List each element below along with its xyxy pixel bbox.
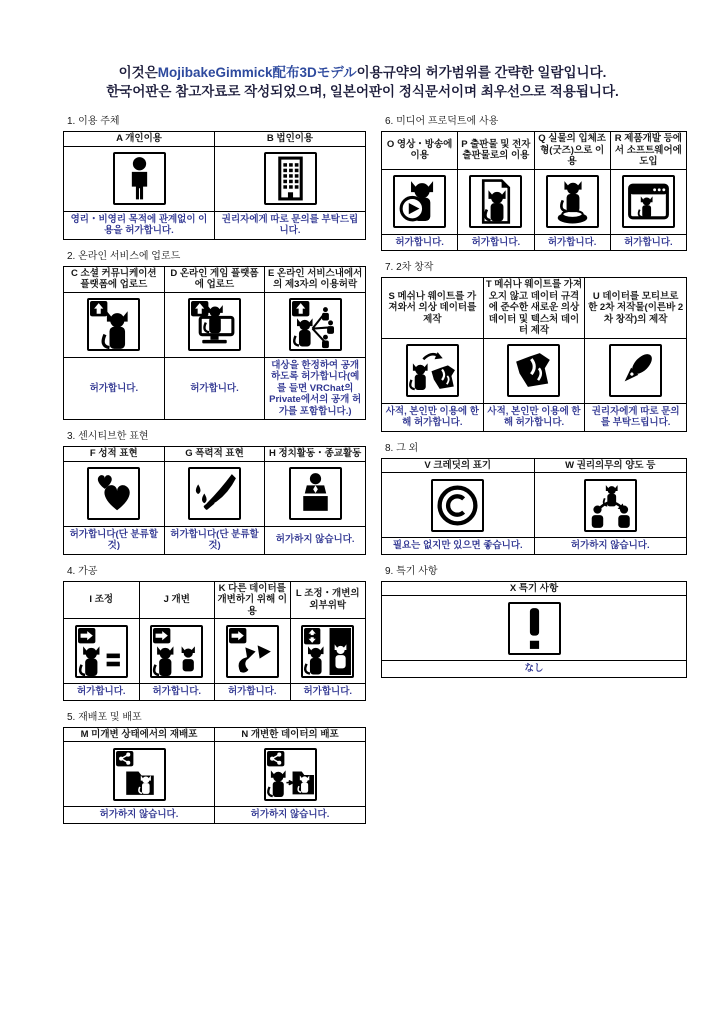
- column-header: K 다른 데이터를 개변하기 위해 이용: [215, 581, 291, 619]
- result-cell: 필요는 없지만 있으면 좋습니다.: [382, 538, 535, 555]
- permission-table: [63, 727, 366, 824]
- building-icon: [264, 152, 317, 205]
- result-cell: 허가하지 않습니다.: [265, 526, 366, 554]
- column-header: N 개변한 데이터의 배포: [215, 727, 366, 742]
- section-7: [381, 262, 687, 432]
- column-header: H 정치활동・종교활동: [265, 447, 366, 462]
- hearts-icon: [87, 467, 140, 520]
- section-8: [381, 443, 687, 555]
- column-header: F 성적 표현: [64, 447, 165, 462]
- title-line-2: 한국어판은 참고자료로 작성되었으며, 일본어판이 정식문서이며 최우선으로 적용됩니다.: [106, 84, 619, 99]
- icon-cell: [458, 169, 534, 234]
- icon-cell: [265, 461, 366, 526]
- column-header: S 메쉬나 웨이트를 가져와서 의상 데이터를 제작: [382, 278, 484, 339]
- copyright-icon: [431, 479, 484, 532]
- column-header: I 조정: [64, 581, 140, 619]
- figurine-icon: [546, 175, 599, 228]
- icon-cell: [382, 169, 458, 234]
- column-header: P 출판물 및 전자출판물로의 이용: [458, 132, 534, 170]
- result-cell: 사적, 본인만 이용에 한해 허가합니다.: [382, 403, 484, 431]
- redistribute-icon: [113, 748, 166, 801]
- person-icon: [113, 152, 166, 205]
- permission-table: [63, 131, 366, 240]
- column-header: C 소셜 커뮤니케이션 플랫폼에 업로드: [64, 266, 165, 292]
- costume-new-icon: [507, 344, 560, 397]
- result-cell: 영리・비영리 목적에 관계없이 이용을 허가합니다.: [64, 211, 215, 239]
- section-label: 9. 특기 사항: [385, 565, 438, 577]
- section-label: 3. 센시티브한 표현: [67, 431, 149, 442]
- title-prefix: 이것은: [118, 65, 158, 80]
- title-brand: MojibakeGimmick配布3Dモデル: [157, 65, 357, 80]
- result-cell: 허가합니다(단 분류할 것): [164, 526, 265, 554]
- icon-cell: [64, 461, 165, 526]
- icon-cell: [534, 473, 687, 538]
- column-header: T 메쉬나 웨이트를 가져오지 않고 데이터 규격에 준수한 새로운 의상 데이터 및 텍스처 데이터 제작: [483, 278, 585, 339]
- document-title: [0, 63, 725, 101]
- icon-cell: [139, 619, 215, 684]
- section-6: [381, 116, 687, 251]
- icon-cell: [215, 619, 291, 684]
- permission-table: [381, 277, 687, 432]
- result-cell: 허가합니다.: [382, 234, 458, 251]
- upload-game-icon: [188, 298, 241, 351]
- knife-icon: [188, 467, 241, 520]
- result-cell: 허가합니다.: [164, 357, 265, 420]
- result-cell: 허가하지 않습니다.: [534, 538, 687, 555]
- result-cell: 허가하지 않습니다.: [64, 807, 215, 824]
- modify-icon: [150, 625, 203, 678]
- result-cell: 허가합니다.: [139, 684, 215, 701]
- icon-cell: [483, 338, 585, 403]
- column-header: W 권리의무의 양도 등: [534, 458, 687, 473]
- icon-cell: [215, 742, 366, 807]
- video-icon: [393, 175, 446, 228]
- icon-cell: [610, 169, 686, 234]
- podium-icon: [289, 467, 342, 520]
- column-header: J 개변: [139, 581, 215, 619]
- exclamation-icon: [508, 602, 561, 655]
- permission-table: [63, 446, 366, 555]
- title-line-1: [0, 63, 725, 82]
- result-cell: 사적, 본인만 이용에 한해 허가합니다.: [483, 403, 585, 431]
- permission-table: [63, 266, 366, 421]
- column-header: R 제품개발 등에서 소프트웨어에 도입: [610, 132, 686, 170]
- column-header: O 영상・방송에 이용: [382, 132, 458, 170]
- icon-cell: [265, 292, 366, 357]
- section-label: 6. 미디어 프로덕트에 사용: [385, 116, 499, 127]
- icon-cell: [164, 292, 265, 357]
- section-label: 8. 그 외: [385, 442, 419, 454]
- icon-cell: [215, 146, 366, 211]
- distribute-modified-icon: [264, 748, 317, 801]
- result-cell: 허가하지 않습니다.: [215, 807, 366, 824]
- section-label: 7. 2차 창작: [385, 262, 434, 273]
- column-header: E 온라인 서비스내에서의 제3자의 이용허락: [265, 266, 366, 292]
- result-cell: 허가합니다.: [215, 684, 291, 701]
- permission-table: [381, 458, 687, 555]
- section-9: [381, 566, 687, 678]
- right-column: [381, 116, 687, 689]
- column-header: A 개인이용: [64, 132, 215, 147]
- result-cell: 대상을 한정하여 공개하도록 허가합니다(예를 들면 VRChat의 Private에서의 공개 허가를 포함합니다.): [265, 357, 366, 420]
- icon-cell: [64, 146, 215, 211]
- extract-icon: [226, 625, 279, 678]
- section-label: 5. 재배포 및 배포: [67, 711, 142, 723]
- result-cell: 허가합니다.: [458, 234, 534, 251]
- result-cell: 허가합니다(단 분류할 것): [64, 526, 165, 554]
- adjust-icon: [75, 625, 128, 678]
- column-header: U 데이터를 모티브로 한 2차 저작물(이른바 2차 창작)의 제작: [585, 278, 687, 339]
- column-header: M 미개변 상태에서의 재배포: [64, 727, 215, 742]
- result-cell: 허가합니다.: [290, 684, 366, 701]
- result-cell: 허가합니다.: [610, 234, 686, 251]
- left-column: [63, 116, 366, 835]
- column-header: X 특기 사항: [382, 581, 687, 596]
- upload-social-icon: [87, 298, 140, 351]
- section-5: [63, 712, 366, 824]
- permission-table: [63, 581, 366, 701]
- permission-table: [381, 131, 687, 251]
- icon-cell: [585, 338, 687, 403]
- result-cell: 허가합니다.: [64, 357, 165, 420]
- software-icon: [622, 175, 675, 228]
- section-label: 1. 이용 주체: [67, 116, 120, 127]
- column-header: G 폭력적 표현: [164, 447, 265, 462]
- title-suffix: 이용규약의 허가범위를 간략한 일람입니다.: [356, 65, 607, 80]
- section-2: [63, 251, 366, 421]
- icon-cell: [534, 169, 610, 234]
- transfer-icon: [584, 479, 637, 532]
- column-header: D 온라인 게임 플랫폼에 업로드: [164, 266, 265, 292]
- upload-share-icon: [289, 298, 342, 351]
- publication-icon: [469, 175, 522, 228]
- section-label: 4. 가공: [67, 565, 98, 577]
- column-header: Q 실물의 입체조형(굿즈)으로 이용: [534, 132, 610, 170]
- column-header: B 법인이용: [215, 132, 366, 147]
- icon-cell: [64, 292, 165, 357]
- section-3: [63, 431, 366, 555]
- icon-cell: [382, 338, 484, 403]
- result-cell: 권리자에게 따로 문의를 부탁드립니다.: [215, 211, 366, 239]
- column-header: V 크레딧의 표기: [382, 458, 535, 473]
- column-header: L 조정・개변의 외부위탁: [290, 581, 366, 619]
- icon-cell: [64, 742, 215, 807]
- result-cell: なし: [382, 661, 687, 678]
- outsource-icon: [301, 625, 354, 678]
- section-label: 2. 온라인 서비스에 업로드: [67, 250, 181, 262]
- costume-from-mesh-icon: [406, 344, 459, 397]
- result-cell: 허가합니다.: [534, 234, 610, 251]
- icon-cell: [382, 596, 687, 661]
- result-cell: 허가합니다.: [64, 684, 140, 701]
- icon-cell: [382, 473, 535, 538]
- fanart-icon: [609, 344, 662, 397]
- section-4: [63, 566, 366, 701]
- icon-cell: [290, 619, 366, 684]
- section-1: [63, 116, 366, 240]
- permission-table: [381, 581, 687, 678]
- result-cell: 권리자에게 따로 문의를 부탁드립니다.: [585, 403, 687, 431]
- icon-cell: [64, 619, 140, 684]
- icon-cell: [164, 461, 265, 526]
